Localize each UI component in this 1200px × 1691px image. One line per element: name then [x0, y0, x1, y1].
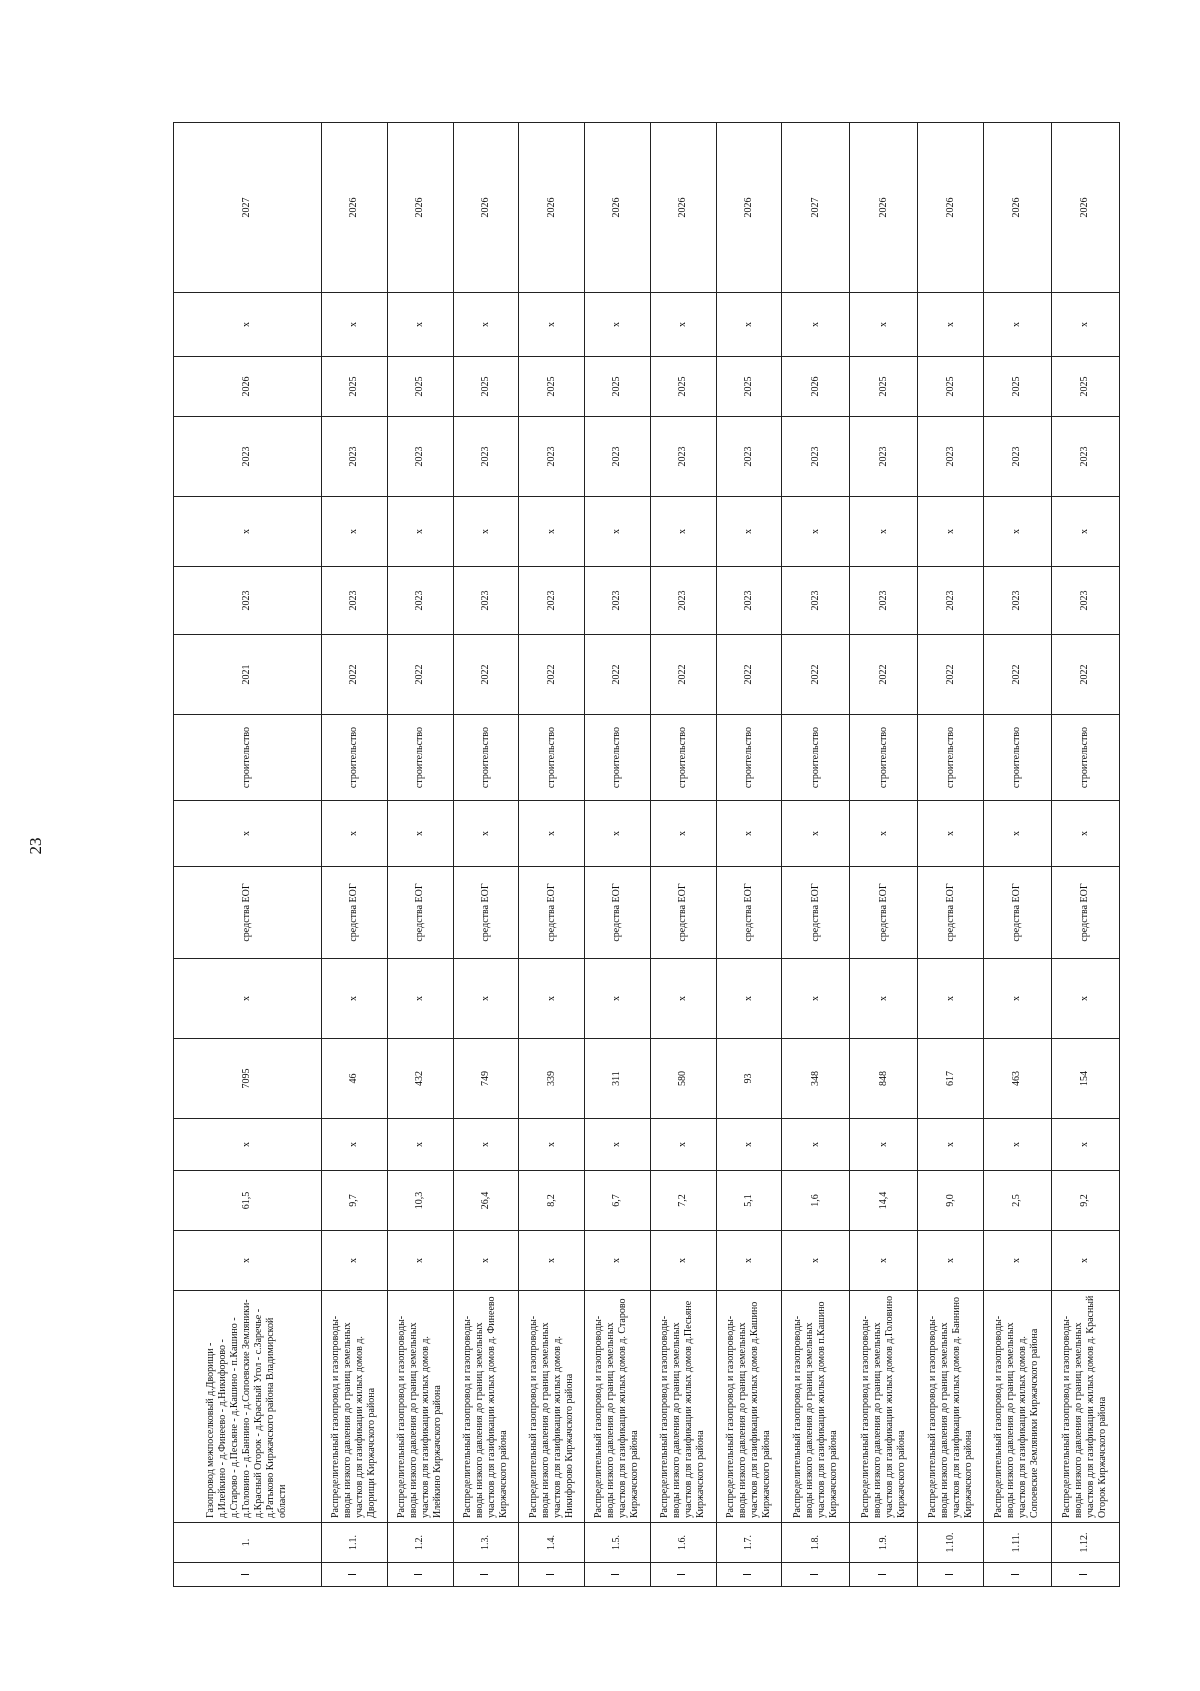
design-end: 2023	[850, 567, 918, 635]
households: 580	[650, 1039, 716, 1119]
cell-14: х	[519, 293, 585, 357]
cell-3: х	[1051, 1119, 1119, 1171]
work-type: строительство	[918, 715, 984, 801]
construction-start: 2023	[453, 417, 519, 497]
cell-7: х	[716, 801, 782, 867]
funding-source: средства ЕОГ	[850, 867, 918, 959]
work-type: строительство	[650, 715, 716, 801]
design-start: 2022	[519, 635, 585, 715]
funding-source: средства ЕОГ	[1051, 867, 1119, 959]
cell-11: х	[716, 497, 782, 567]
cell-5: х	[918, 959, 984, 1039]
table-row	[519, 123, 585, 1587]
funding-source: средства ЕОГ	[782, 867, 850, 959]
work-type: строительство	[782, 715, 850, 801]
row-marker	[918, 1563, 984, 1587]
construction-end: 2025	[585, 357, 651, 417]
cell-7: х	[1051, 801, 1119, 867]
cell-5: х	[716, 959, 782, 1039]
cell-1: х	[585, 1231, 651, 1291]
row-number: 1.6.	[650, 1523, 716, 1563]
cell-3: х	[782, 1119, 850, 1171]
row-marker	[321, 1563, 387, 1587]
page-number: 23	[26, 837, 45, 855]
commissioning-year: 2026	[716, 123, 782, 293]
row-marker	[984, 1563, 1052, 1587]
row-marker	[387, 1563, 453, 1587]
funding-source: средства ЕОГ	[453, 867, 519, 959]
construction-end: 2025	[453, 357, 519, 417]
object-name: Распределительный газопровод и газопроводы-вводы низкого давления до границ земельных участков для газификации жилых домов д. Баннино Киржачского района	[918, 1291, 984, 1523]
work-type: строительство	[1051, 715, 1119, 801]
cell-14: х	[585, 293, 651, 357]
households: 848	[850, 1039, 918, 1119]
cell-1: х	[782, 1231, 850, 1291]
cell-11: х	[918, 497, 984, 567]
construction-start: 2023	[1051, 417, 1119, 497]
construction-end: 2026	[782, 357, 850, 417]
row-marker	[716, 1563, 782, 1587]
row-marker	[585, 1563, 651, 1587]
design-start: 2022	[850, 635, 918, 715]
construction-start: 2023	[387, 417, 453, 497]
construction-end: 2025	[984, 357, 1052, 417]
commissioning-year: 2026	[519, 123, 585, 293]
cell-11: х	[519, 497, 585, 567]
cell-3: х	[519, 1119, 585, 1171]
construction-start: 2023	[650, 417, 716, 497]
cell-5: х	[453, 959, 519, 1039]
row-number: 1.7.	[716, 1523, 782, 1563]
construction-start: 2023	[782, 417, 850, 497]
cell-11: х	[650, 497, 716, 567]
construction-start: 2023	[984, 417, 1052, 497]
object-name: Распределительный газопровод и газопроводы-вводы низкого давления до границ земельных участков для газификации жилых домов д.Кашино Киржачского района	[716, 1291, 782, 1523]
row-number: 1.9.	[850, 1523, 918, 1563]
length-km: 2,5	[984, 1171, 1052, 1231]
cell-7: х	[850, 801, 918, 867]
cell-1: х	[850, 1231, 918, 1291]
work-type: строительство	[174, 715, 322, 801]
cell-1: х	[174, 1231, 322, 1291]
length-km: 14,4	[850, 1171, 918, 1231]
cell-14: х	[984, 293, 1052, 357]
cell-11: х	[984, 497, 1052, 567]
cell-1: х	[519, 1231, 585, 1291]
funding-source: средства ЕОГ	[174, 867, 322, 959]
design-start: 2022	[1051, 635, 1119, 715]
design-end: 2023	[782, 567, 850, 635]
cell-7: х	[453, 801, 519, 867]
length-km: 10,3	[387, 1171, 453, 1231]
rotated-table-frame	[173, 123, 1120, 1587]
construction-end: 2025	[519, 357, 585, 417]
length-km: 61,5	[174, 1171, 322, 1231]
row-number: 1.8.	[782, 1523, 850, 1563]
cell-7: х	[650, 801, 716, 867]
design-start: 2022	[716, 635, 782, 715]
gasification-table	[173, 122, 1120, 1587]
length-km: 7,2	[650, 1171, 716, 1231]
design-start: 2022	[453, 635, 519, 715]
cell-7: х	[782, 801, 850, 867]
cell-14: х	[716, 293, 782, 357]
table-row	[850, 123, 918, 1587]
length-km: 9,7	[321, 1171, 387, 1231]
design-end: 2023	[716, 567, 782, 635]
cell-3: х	[918, 1119, 984, 1171]
work-type: строительство	[984, 715, 1052, 801]
construction-start: 2023	[850, 417, 918, 497]
table-row	[650, 123, 716, 1587]
row-number: 1.11.	[984, 1523, 1052, 1563]
design-start: 2022	[918, 635, 984, 715]
length-km: 1,6	[782, 1171, 850, 1231]
work-type: строительство	[453, 715, 519, 801]
commissioning-year: 2026	[585, 123, 651, 293]
table-row	[1051, 123, 1119, 1587]
construction-end: 2025	[850, 357, 918, 417]
object-name: Распределительный газопровод и газопроводы-вводы низкого давления до границ земельных участков для газификации жилых домов п.Кашино Киржачского района	[782, 1291, 850, 1523]
cell-3: х	[716, 1119, 782, 1171]
households: 7095	[174, 1039, 322, 1119]
cell-11: х	[1051, 497, 1119, 567]
cell-5: х	[174, 959, 322, 1039]
construction-start: 2023	[174, 417, 322, 497]
design-start: 2022	[782, 635, 850, 715]
row-number: 1.3.	[453, 1523, 519, 1563]
cell-14: х	[918, 293, 984, 357]
object-name: Распределительный газопровод и газопроводы-вводы низкого давления до границ земельных участков для газификации жилых домов д. Никифорово Киржачского района	[519, 1291, 585, 1523]
construction-end: 2026	[174, 357, 322, 417]
cell-3: х	[453, 1119, 519, 1171]
cell-1: х	[984, 1231, 1052, 1291]
cell-11: х	[453, 497, 519, 567]
cell-7: х	[918, 801, 984, 867]
cell-7: х	[585, 801, 651, 867]
row-marker	[782, 1563, 850, 1587]
households: 463	[984, 1039, 1052, 1119]
design-start: 2022	[984, 635, 1052, 715]
length-km: 9,2	[1051, 1171, 1119, 1231]
cell-1: х	[716, 1231, 782, 1291]
length-km: 26,4	[453, 1171, 519, 1231]
households: 348	[782, 1039, 850, 1119]
design-end: 2023	[585, 567, 651, 635]
cell-5: х	[850, 959, 918, 1039]
construction-start: 2023	[585, 417, 651, 497]
cell-3: х	[585, 1119, 651, 1171]
work-type: строительство	[387, 715, 453, 801]
cell-1: х	[1051, 1231, 1119, 1291]
object-name: Распределительный газопровод и газопроводы-вводы низкого давления до границ земельных участков для газификации жилых домов д. Илейкино Киржачского района	[387, 1291, 453, 1523]
design-end: 2023	[387, 567, 453, 635]
row-number: 1.4.	[519, 1523, 585, 1563]
cell-1: х	[321, 1231, 387, 1291]
commissioning-year: 2027	[174, 123, 322, 293]
object-name: Распределительный газопровод и газопроводы-вводы низкого давления до границ земельных участков для газификации жилых домов д. Сопоевские Земляники Киржачского района	[984, 1291, 1052, 1523]
cell-14: х	[453, 293, 519, 357]
households: 339	[519, 1039, 585, 1119]
cell-3: х	[650, 1119, 716, 1171]
construction-start: 2023	[321, 417, 387, 497]
row-number: 1.5.	[585, 1523, 651, 1563]
households: 749	[453, 1039, 519, 1119]
households: 311	[585, 1039, 651, 1119]
table-body	[174, 123, 1120, 1587]
households: 432	[387, 1039, 453, 1119]
cell-7: х	[387, 801, 453, 867]
object-name: Распределительный газопровод и газопроводы-вводы низкого давления до границ земельных участков для газификации жилых домов д.Песьяне Киржачского района	[650, 1291, 716, 1523]
row-marker	[174, 1563, 322, 1587]
row-number: 1.12.	[1051, 1523, 1119, 1563]
row-marker	[519, 1563, 585, 1587]
households: 617	[918, 1039, 984, 1119]
design-end: 2023	[984, 567, 1052, 635]
cell-1: х	[453, 1231, 519, 1291]
construction-end: 2025	[321, 357, 387, 417]
work-type: строительство	[716, 715, 782, 801]
work-type: строительство	[321, 715, 387, 801]
construction-end: 2025	[387, 357, 453, 417]
table-row	[918, 123, 984, 1587]
commissioning-year: 2027	[782, 123, 850, 293]
design-end: 2023	[174, 567, 322, 635]
cell-14: х	[321, 293, 387, 357]
cell-14: х	[387, 293, 453, 357]
cell-11: х	[174, 497, 322, 567]
households: 46	[321, 1039, 387, 1119]
funding-source: средства ЕОГ	[918, 867, 984, 959]
design-end: 2023	[1051, 567, 1119, 635]
cell-7: х	[984, 801, 1052, 867]
cell-11: х	[850, 497, 918, 567]
cell-5: х	[782, 959, 850, 1039]
object-name: Газопровод межпоселковый д.Дворищи - д.Илейкино - д.Финеево - д.Никифорово - д.Старово - д.Песьяне - д.Кашино - п.Кашино - д.Головино - д.Баннино - д.Сопоевские Земляники- д.Красный Огорок - д.Красный Угол - с.Заречье - д.Ратьково Киржачского района Владимирской области	[174, 1291, 322, 1523]
cell-3: х	[174, 1119, 322, 1171]
cell-3: х	[321, 1119, 387, 1171]
funding-source: средства ЕОГ	[984, 867, 1052, 959]
funding-source: средства ЕОГ	[716, 867, 782, 959]
design-end: 2023	[918, 567, 984, 635]
design-start: 2022	[650, 635, 716, 715]
funding-source: средства ЕОГ	[585, 867, 651, 959]
funding-source: средства ЕОГ	[321, 867, 387, 959]
design-end: 2023	[321, 567, 387, 635]
design-end: 2023	[650, 567, 716, 635]
table-row	[716, 123, 782, 1587]
row-number: 1.1.	[321, 1523, 387, 1563]
work-type: строительство	[850, 715, 918, 801]
row-marker	[1051, 1563, 1119, 1587]
commissioning-year: 2026	[1051, 123, 1119, 293]
construction-start: 2023	[918, 417, 984, 497]
cell-11: х	[782, 497, 850, 567]
object-name: Распределительный газопровод и газопроводы-вводы низкого давления до границ земельных участков для газификации жилых домов д. Старово Киржачского района	[585, 1291, 651, 1523]
object-name: Распределительный газопровод и газопроводы-вводы низкого давления до границ земельных участков для газификации жилых домов д. Финеево Киржачского района	[453, 1291, 519, 1523]
design-end: 2023	[519, 567, 585, 635]
table-row	[984, 123, 1052, 1587]
length-km: 5,1	[716, 1171, 782, 1231]
length-km: 6,7	[585, 1171, 651, 1231]
design-end: 2023	[453, 567, 519, 635]
table-row	[453, 123, 519, 1587]
commissioning-year: 2026	[850, 123, 918, 293]
construction-end: 2025	[1051, 357, 1119, 417]
funding-source: средства ЕОГ	[650, 867, 716, 959]
cell-14: х	[782, 293, 850, 357]
row-marker	[850, 1563, 918, 1587]
commissioning-year: 2026	[387, 123, 453, 293]
cell-14: х	[850, 293, 918, 357]
cell-11: х	[387, 497, 453, 567]
design-start: 2021	[174, 635, 322, 715]
work-type: строительство	[585, 715, 651, 801]
households: 154	[1051, 1039, 1119, 1119]
row-marker	[650, 1563, 716, 1587]
cell-3: х	[850, 1119, 918, 1171]
construction-end: 2025	[650, 357, 716, 417]
households: 93	[716, 1039, 782, 1119]
object-name: Распределительный газопровод и газопроводы-вводы низкого давления до границ земельных участков для газификации жилых домов д.Головино Киржачского района	[850, 1291, 918, 1523]
row-number: 1.2.	[387, 1523, 453, 1563]
cell-14: х	[650, 293, 716, 357]
commissioning-year: 2026	[453, 123, 519, 293]
work-type: строительство	[519, 715, 585, 801]
funding-source: средства ЕОГ	[519, 867, 585, 959]
commissioning-year: 2026	[918, 123, 984, 293]
cell-3: х	[387, 1119, 453, 1171]
commissioning-year: 2026	[650, 123, 716, 293]
cell-11: х	[585, 497, 651, 567]
cell-5: х	[984, 959, 1052, 1039]
cell-1: х	[650, 1231, 716, 1291]
cell-3: х	[984, 1119, 1052, 1171]
table-row	[321, 123, 387, 1587]
table-row	[174, 123, 322, 1587]
cell-5: х	[519, 959, 585, 1039]
cell-1: х	[387, 1231, 453, 1291]
length-km: 8,2	[519, 1171, 585, 1231]
table-row	[387, 123, 453, 1587]
cell-5: х	[387, 959, 453, 1039]
cell-5: х	[321, 959, 387, 1039]
construction-start: 2023	[519, 417, 585, 497]
object-name: Распределительный газопровод и газопроводы-вводы низкого давления до границ земельных участков для газификации жилых домов д. Дворищи Киржачского района	[321, 1291, 387, 1523]
commissioning-year: 2026	[984, 123, 1052, 293]
table-row	[782, 123, 850, 1587]
cell-5: х	[650, 959, 716, 1039]
cell-7: х	[174, 801, 322, 867]
cell-14: х	[1051, 293, 1119, 357]
row-marker	[453, 1563, 519, 1587]
construction-end: 2025	[918, 357, 984, 417]
design-start: 2022	[387, 635, 453, 715]
commissioning-year: 2026	[321, 123, 387, 293]
funding-source: средства ЕОГ	[387, 867, 453, 959]
cell-1: х	[918, 1231, 984, 1291]
table-row	[585, 123, 651, 1587]
cell-11: х	[321, 497, 387, 567]
object-name: Распределительный газопровод и газопроводы-вводы низкого давления до границ земельных участков для газификации жилых домов д. Красный Огорок Киржачского района	[1051, 1291, 1119, 1523]
design-start: 2022	[585, 635, 651, 715]
length-km: 9,0	[918, 1171, 984, 1231]
cell-5: х	[1051, 959, 1119, 1039]
construction-end: 2025	[716, 357, 782, 417]
construction-start: 2023	[716, 417, 782, 497]
cell-7: х	[519, 801, 585, 867]
cell-5: х	[585, 959, 651, 1039]
cell-14: х	[174, 293, 322, 357]
design-start: 2022	[321, 635, 387, 715]
cell-7: х	[321, 801, 387, 867]
row-number: 1.	[174, 1523, 322, 1563]
row-number: 1.10.	[918, 1523, 984, 1563]
